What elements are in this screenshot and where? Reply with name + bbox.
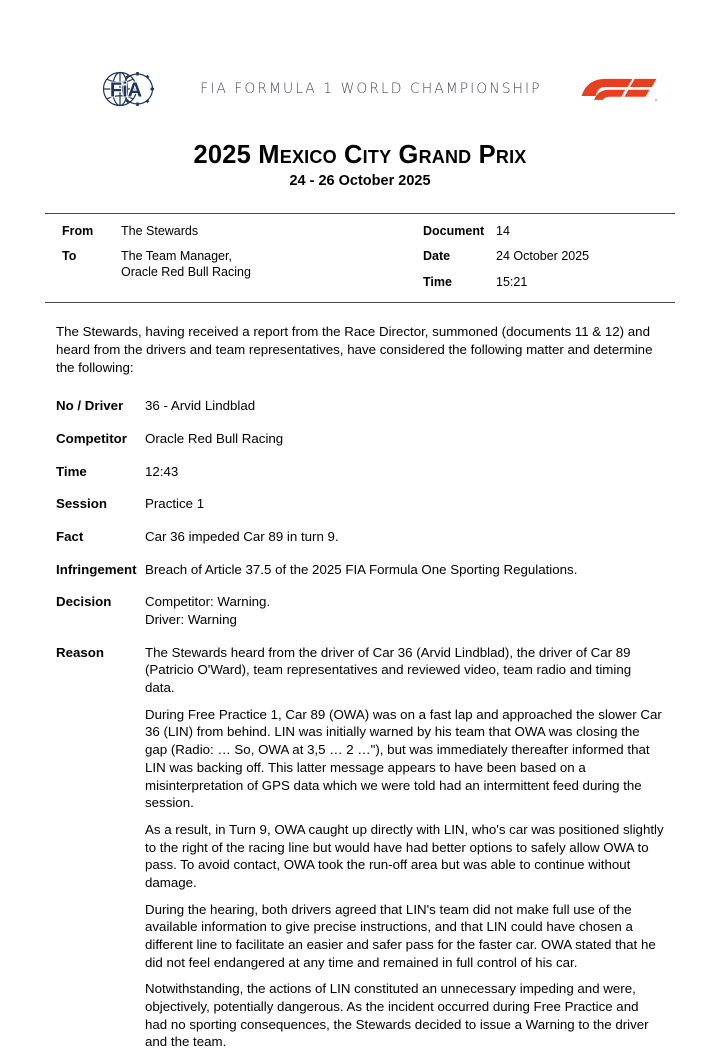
meta-label-to: To (62, 249, 77, 264)
meta-label-document: Document (423, 223, 485, 238)
field-label-session: Session (56, 496, 107, 512)
meta-column-left (45, 224, 423, 291)
event-dates: 24 - 26 October 2025 (289, 172, 431, 189)
reason-paragraph: As a result, in Turn 9, OWA caught up directly with LIN, who's car was positioned slightly to the right of the racing line but would have had better options to safely allow OWA to pass. To avoid contact, OWA took the run-off area but was able to continue without damage. (145, 821, 664, 890)
reason-paragraph: The Stewards heard from the driver of Car 36 (Arvid Lindblad), the driver of Car 89 (Patricio O'Ward), team representatives and reviewed video, team radio and timing data. (145, 644, 632, 696)
svg-text:FiA: FiA (109, 79, 143, 102)
document-meta-table (45, 213, 675, 304)
field-label-no-driver: No / Driver (56, 398, 124, 414)
meta-label-date: Date (423, 249, 451, 264)
field-label-reason: Reason (56, 644, 105, 660)
field-row-time (56, 463, 664, 481)
title-block (0, 142, 720, 189)
decision-fields (56, 397, 664, 1050)
field-row-infringement (56, 561, 664, 579)
meta-row-time (423, 275, 675, 291)
reason-paragraph: Notwithstanding, the actions of LIN constituted an unnecessary impeding and were, objectively, potentially dangerous. As the incident occurred during Free Practice and had no sporting consequences, the Stewards decided to issue a Warning to the driver and the team. (145, 981, 649, 1050)
field-value-time: 12:43 (145, 463, 179, 479)
field-value-infringement: Breach of Article 37.5 of the 2025 FIA Formula One Sporting Regulations. (145, 561, 578, 577)
meta-value-document: 14 (496, 223, 510, 238)
meta-value-line: The Team Manager, (121, 249, 232, 264)
meta-row-to (45, 249, 423, 280)
field-row-session (56, 495, 664, 513)
meta-value-line: The Stewards (121, 223, 199, 238)
decision-line-driver: Driver: Warning (145, 612, 237, 628)
field-row-no-driver (56, 397, 664, 415)
field-label-decision: Decision (56, 594, 112, 610)
decision-line-competitor: Competitor: Warning. (145, 594, 271, 610)
field-value-competitor: Oracle Red Bull Racing (145, 431, 284, 447)
fia-logo-icon (100, 63, 156, 115)
field-value-session: Practice 1 (145, 496, 205, 512)
meta-row-from (45, 224, 423, 240)
field-label-time: Time (56, 463, 87, 479)
meta-value-time: 15:21 (496, 274, 528, 289)
field-row-decision (56, 593, 664, 628)
reason-paragraph: During the hearing, both drivers agreed that LIN's team did not make full use of the available information to give precise instructions, and that LIN could have chosen a different line to facilitate an easier and safer pass for the faster car. OWA stated that he did not feel endangered at any time and remained in full control of his car. (145, 901, 656, 970)
meta-row-date (423, 249, 675, 265)
f1-logo-icon (580, 73, 658, 105)
championship-wordmark: FIA FORMULA 1 WORLD CHAMPIONSHIP (200, 81, 542, 97)
meta-row-document (423, 224, 675, 240)
field-label-fact: Fact (56, 529, 84, 545)
reason-paragraph: During Free Practice 1, Car 89 (OWA) was on a fast lap and approached the slower Car 36 (LIN) from behind. LIN was initially warned by his team that OWA was closing the gap (Radio: … So, OWA at 3,5 … 2 …"), but was immediately thereafter informed that LIN was backing off. This latter message appears to have been based on a misinterpretation of GPS data which we were told had an intermittent feed during the session. (145, 706, 662, 811)
field-row-competitor (56, 430, 664, 448)
field-value-fact: Car 36 impeded Car 89 in turn 9. (145, 529, 339, 545)
field-row-reason (56, 644, 664, 1051)
document-masthead (0, 0, 720, 120)
meta-column-right (423, 224, 675, 291)
field-label-competitor: Competitor (56, 431, 127, 447)
meta-value-date: 24 October 2025 (496, 249, 590, 264)
event-title: 2025 Mexico City Grand Prix (193, 141, 527, 169)
meta-label-from: From (62, 223, 94, 238)
field-row-fact (56, 528, 664, 546)
meta-label-time: Time (423, 274, 452, 289)
meta-value-line: Oracle Red Bull Racing (121, 264, 251, 279)
meta-value-to (121, 249, 423, 280)
field-value-decision (145, 593, 664, 628)
field-value-reason (145, 644, 664, 1051)
field-value-no-driver: 36 - Arvid Lindblad (145, 398, 256, 414)
meta-value-from (121, 224, 423, 240)
svg-text:®: ® (654, 98, 658, 103)
field-label-infringement: Infringement (56, 561, 137, 577)
intro-paragraph: The Stewards, having received a report from the Race Director, summoned (documents 11 & 12) and heard from the drivers and team representatives, have considered the following matter and determine the following: (56, 324, 653, 375)
